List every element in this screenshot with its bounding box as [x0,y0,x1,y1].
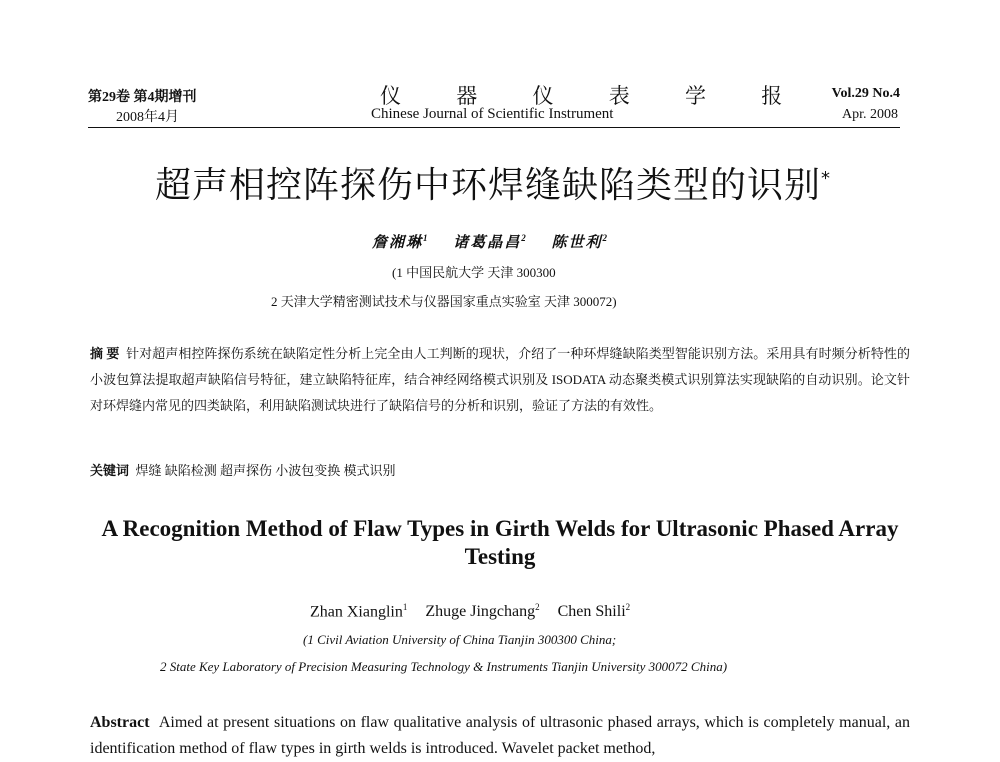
author-affiliation-mark: 1 [402,602,408,612]
date-en: Apr. 2008 [842,107,898,122]
author-affiliation-mark: 2 [602,233,610,243]
author-affiliation-mark: 2 [535,602,540,612]
author-cn: 诸葛晶昌 [453,235,522,251]
abstract-en-text: Aimed at present situations on flaw qualitative analysis of ultrasonic phased arrays, which is completely manual, an identification method of flaw types in girth welds is introduced. Wavelet packet method, [90,714,911,757]
keywords-cn-text: 焊缝 缺陷检测 超声探伤 小波包变换 模式识别 [135,463,396,478]
author-en: Zhuge Jingchang [425,603,536,621]
author-cn: 詹湘琳 [372,235,424,251]
authors-en [310,602,630,621]
abstract-en [90,710,910,762]
volume-issue-en: Vol.29 No.4 [831,86,900,101]
abstract-cn-text: 针对超声相控阵探伤系统在缺陷定性分析上完全由人工判断的现状，介绍了一种环焊缝缺陷类型智能识别方法。采用具有时频分析特性的小波包算法提取超声缺陷信号特征，建立缺陷特征库，结合神经网络模式识别及 ISODATA 动态聚类模式识别算法实现缺陷的自动识别。论文针对环焊缝内常见的四类缺陷，利用缺陷测试块进行了缺陷信号的分析和识别，验证了方法的有效性。 [90,346,910,413]
affiliation-en-line1: (1 Civil Aviation University of China Tianjin 300300 China; [303,632,617,647]
author-en: Chen Shili [557,603,626,621]
paper-title-en: A Recognition Method of Flaw Types in Girth Welds for Ultrasonic Phased Array Testing [101,516,899,569]
volume-issue-cn: 第29卷 第4期增刊 [88,90,197,105]
journal-title-en: Chinese Journal of Scientific Instrument [371,106,614,122]
author-en: Zhan Xianglin [310,603,403,621]
header-rule [88,127,900,128]
author-affiliation-mark: 2 [521,233,528,243]
abstract-en-label: Abstract [90,714,150,731]
keywords-cn-label: 关键词 [90,463,130,478]
paper-title-cn-footnote-mark: * [821,168,832,189]
affiliation-en-line2: 2 State Key Laboratory of Precision Measuring Technology & Instruments Tianjin University 300072 China) [160,659,728,674]
author-affiliation-mark: 2 [625,602,631,612]
author-cn: 陈世利 [551,235,603,251]
journal-title-cn: 仪 器 仪 表 学 报 [380,84,808,108]
affiliation-cn-line2: 2 天津大学精密测试技术与仪器国家重点实验室 天津 300072) [271,294,617,309]
abstract-cn-label: 摘 要 [90,346,120,361]
affiliation-cn-line1: (1 中国民航大学 天津 300300 [392,265,556,280]
author-affiliation-mark: 1 [423,233,430,243]
keywords-cn [90,460,396,479]
date-cn: 2008年4月 [116,110,179,125]
abstract-cn [90,341,910,419]
authors-cn [372,231,609,252]
paper-title-cn-text: 超声相控阵探伤中环焊缝缺陷类型的识别 [155,165,822,206]
paper-title-cn [155,157,831,208]
